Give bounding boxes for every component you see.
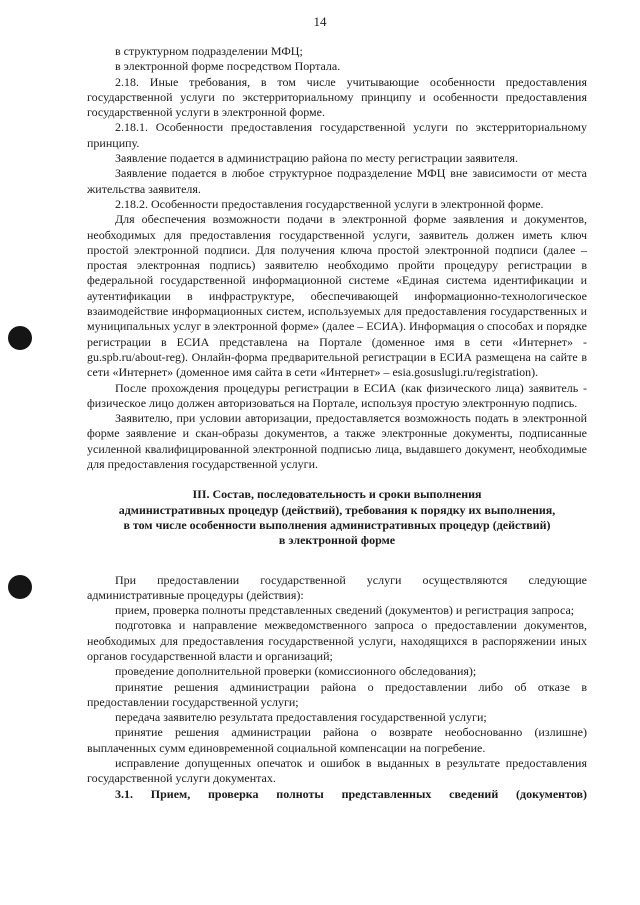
section-title-line: административных процедур (действий), требования к порядку их выполнения, [118, 502, 556, 517]
section-title-line: в электронной форме [278, 533, 396, 548]
paragraph: подготовка и направление межведомственного запроса о предоставлении документов, необходимых для предоставления государственной услуги, находящихся в распоряжении иных органов государственной власти и организаций; [87, 618, 587, 663]
section-title-line: в том числе особенности выполнения административных процедур (действий) [123, 517, 551, 532]
paragraph: в электронной форме посредством Портала. [115, 59, 341, 74]
paragraph: Заявление подается в любое структурное подразделение МФЦ вне зависимости от места жительства заявителя. [87, 166, 587, 196]
paragraph: исправление допущенных опечаток и ошибок в выданных в результате предоставления государственной услуги документах. [87, 756, 587, 786]
paragraph: При предоставлении государственной услуги осуществляются следующие административные процедуры (действия): [87, 572, 587, 602]
subsection-heading: 3.1. Прием, проверка полноты представленных сведений (документов) [115, 786, 587, 801]
paragraph: Для обеспечения возможности подачи в электронной форме заявления и документов, необходимых для предоставления государственной услуги, заявитель должен иметь ключ простой электронной подписи. Для получения ключа простой электронной подписи (далее – простая электронная подпись) заявителю необходимо пройти процедуру регистрации в федеральной государственной информационной системе «Единая система идентификации и аутентификации в инфраструктуре, обеспечивающей информационно-технологическое взаимодействие информационных систем, используемых для предоставления государственных и муниципальных услуг в электронной форме» (далее – ЕСИА). Информация о способах и порядке регистрации в ЕСИА представлена на Портале (доменное имя в сети «Интернет» - gu.spb.ru/about-reg). Онлайн-форма предварительной регистрации в ЕСИА размещена на сайте в сети «Интернет» (доменное имя сайта в сети «Интернет» – esia.gosuslugi.ru/registration). [87, 212, 587, 380]
paragraph: передача заявителю результата предоставления государственной услуги; [115, 710, 487, 725]
paragraph: принятие решения администрации района о предоставлении либо об отказе в предоставлении государственной услуги; [87, 679, 587, 709]
paragraph: принятие решения администрации района о возврате необоснованно (излишне) выплаченных сумм единовременной социальной компенсации на погребение. [87, 725, 587, 755]
paragraph: 2.18. Иные требования, в том числе учитывающие особенности предоставления государственной услуги по экстерриториальному принципу и особенности предоставления государственной услуги в электронной форме. [87, 74, 587, 120]
punch-hole [8, 575, 32, 599]
section-title [87, 487, 587, 548]
section-title-line: III. Состав, последовательность и сроки выполнения [192, 487, 482, 502]
paragraph: 2.18.1. Особенности предоставления государственной услуги по экстерриториальному принципу. [87, 120, 587, 150]
paragraph: Заявление подается в администрацию района по месту регистрации заявителя. [115, 151, 519, 166]
paragraph: прием, проверка полноты представленных сведений (документов) и регистрация запроса; [115, 603, 575, 618]
document-body [87, 44, 587, 802]
page-number: 14 [313, 14, 327, 29]
paragraph: проведение дополнительной проверки (комиссионного обследования); [115, 664, 477, 679]
paragraph: После прохождения процедуры регистрации в ЕСИА (как физического лица) заявитель - физическое лицо должен авторизоваться на Портале, используя простую электронную подпись. [87, 380, 587, 410]
paragraph: Заявителю, при условии авторизации, предоставляется возможность подать в электронной форме заявление и скан-образы документов, а также электронные документы, подписанные усиленной квалифицированной электронной подписью лица, выдавшего документ, необходимые для предоставления государственной услуги. [87, 411, 587, 472]
punch-hole [8, 326, 32, 350]
paragraph: в структурном подразделении МФЦ; [115, 44, 303, 58]
paragraph: 2.18.2. Особенности предоставления государственной услуги в электронной форме. [115, 196, 544, 211]
